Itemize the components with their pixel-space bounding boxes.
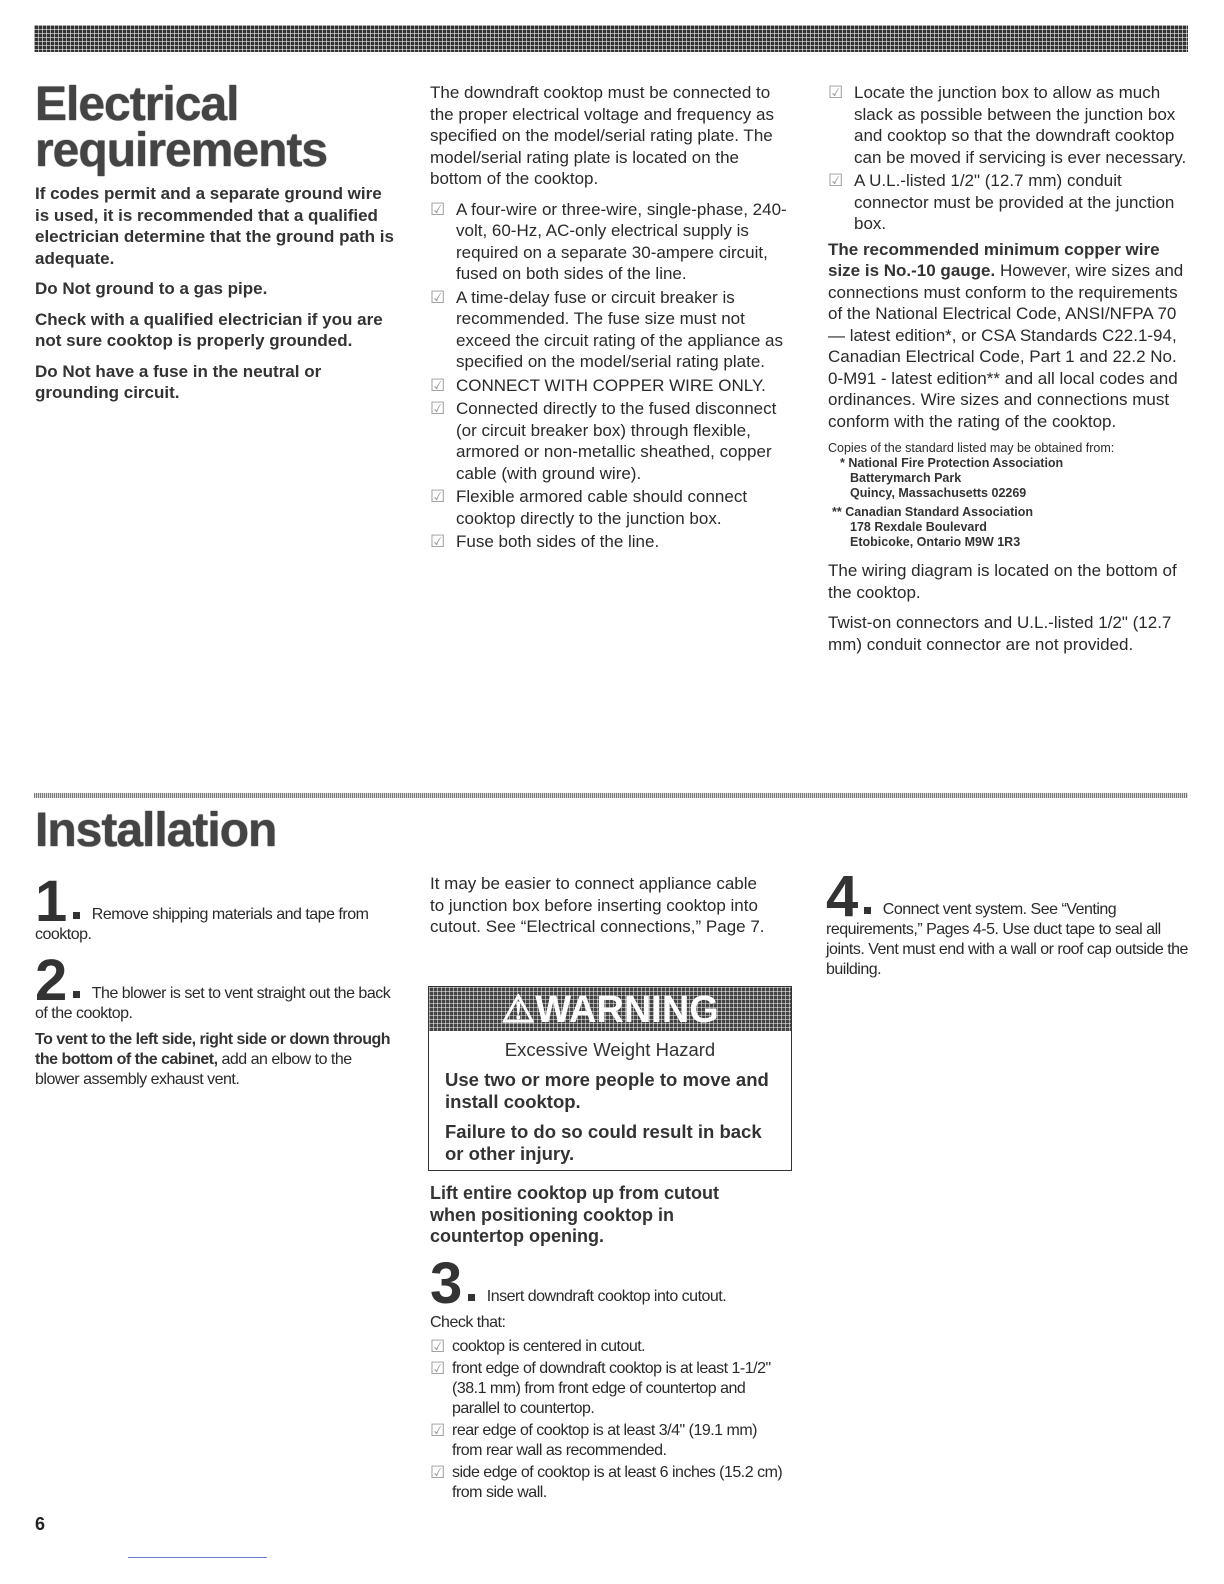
- address-line: Etobicoke, Ontario M9W 1R3: [850, 535, 1021, 549]
- address-line: Quincy, Massachusetts 02269: [850, 486, 1027, 500]
- paragraph: Check with a qualified electrician if you are not sure cooktop is properly grounded.: [35, 309, 383, 350]
- step-number: 3: [430, 1251, 462, 1316]
- checklist-item: [430, 1359, 790, 1419]
- wire-size-paragraph: [828, 239, 1190, 433]
- installation-left-column: [35, 869, 395, 1090]
- bullet-icon: [864, 907, 871, 914]
- item-text: rear edge of cooktop is at least 3/4" (19.1 mm) from rear wall as recommended.: [452, 1422, 758, 1459]
- paragraph: The wiring diagram is located on the bottom of the cooktop.: [828, 561, 1177, 602]
- checkbox-icon: ☑: [430, 532, 446, 551]
- warning-text: Failure to do so could result in back or other injury.: [445, 1121, 762, 1164]
- title-line: requirements: [35, 124, 328, 177]
- checkbox-icon: ☑: [828, 171, 844, 190]
- item-text: Locate the junction box to allow as much slack as possible between the junction box and cooktop so that the downdraft cooktop can be moved if servicing is ever necessary.: [854, 83, 1187, 167]
- item-text: cooktop is centered in cutout.: [452, 1338, 646, 1355]
- item-text: CONNECT WITH COPPER WIRE ONLY.: [456, 375, 766, 395]
- checklist-item: [430, 1421, 790, 1461]
- checklist-item: [828, 170, 1190, 235]
- step-3-heading: [430, 1251, 790, 1316]
- paragraph: Twist-on connectors and U.L.-listed 1/2" (12.7 mm) conduit connector are not provided.: [828, 613, 1172, 654]
- step-2: [35, 948, 395, 1024]
- item-text: side edge of cooktop is at least 6 inches (15.2 cm) from side wall.: [452, 1464, 783, 1501]
- bullet-icon: [73, 991, 80, 998]
- copies-note: Copies of the standard listed may be obtained from:: [828, 441, 1115, 455]
- address-line: 178 Rexdale Boulevard: [850, 520, 987, 534]
- section-divider: [34, 793, 1188, 798]
- checklist-item: [430, 398, 792, 484]
- checkbox-icon: ☑: [430, 1463, 445, 1482]
- checklist-item: [430, 531, 792, 553]
- lift-instruction: Lift entire cooktop up from cutout when positioning cooktop in countertop opening.: [430, 1183, 719, 1246]
- electrical-warnings: [35, 183, 400, 413]
- step-4: [826, 864, 1188, 980]
- warning-triangle-icon: ⚠: [501, 989, 536, 1031]
- standards-addresses: [828, 441, 1190, 550]
- checkbox-icon: ☑: [430, 1337, 445, 1356]
- checkbox-icon: ☑: [430, 287, 446, 307]
- step-number: 1: [35, 869, 67, 934]
- address-line: ** Canadian Standard Association: [832, 505, 1033, 519]
- checkbox-icon: ☑: [430, 199, 446, 219]
- step-number: 2: [35, 948, 67, 1013]
- item-text: front edge of downdraft cooktop is at least 1-1/2" (38.1 mm) from front edge of countertop and parallel to countertop.: [452, 1360, 771, 1417]
- electrical-right-column: [828, 82, 1190, 664]
- text: However, wire sizes and connections must conform to the requirements of the National Electrical Code, ANSI/NFPA 70 — latest edition*, or CSA Standards C22.1-94, Canadian Electrical Code, Part 1 and 22.2 No. 0-M91 - latest edition** and all local codes and ordinances. Wire sizes and connections must conform with the rating of the cooktop.: [828, 261, 1184, 431]
- address-line: Batterymarch Park: [850, 471, 962, 485]
- electrical-middle-column: [430, 82, 792, 555]
- step-text: Connect vent system. See “Venting requirements,” Pages 4-5. Use duct tape to seal all joints. Vent must end with a wall or roof cap outside the building.: [826, 901, 1188, 978]
- hazard-title: Excessive Weight Hazard: [504, 1039, 716, 1060]
- step-text: Insert downdraft cooktop into cutout.: [486, 1288, 727, 1305]
- item-text: Connected directly to the fused disconnect (or circuit breaker box) through flexible, armored or non-metallic sheathed, copper cable (with ground wire).: [456, 399, 777, 483]
- step-3: [430, 1251, 790, 1505]
- checklist-item: [430, 375, 792, 397]
- page-number: 6: [35, 1514, 46, 1534]
- checklist-item: [828, 82, 1190, 168]
- checkbox-icon: ☑: [430, 1421, 445, 1440]
- header-bar: [34, 25, 1188, 52]
- checkbox-icon: ☑: [430, 487, 446, 506]
- checklist-item: [430, 486, 792, 529]
- address-line: * National Fire Protection Association: [840, 456, 1064, 470]
- paragraph: If codes permit and a separate ground wire is used, it is recommended that a qualified electrician determine that the ground path is adequate.: [35, 184, 394, 268]
- electrical-title: [35, 78, 328, 177]
- item-text: A time-delay fuse or circuit breaker is recommended. The fuse size must not exceed the circuit rating of the appliance as specified on the model/serial rating plate.: [456, 287, 783, 371]
- checklist-item: [430, 1337, 790, 1357]
- text: add an elbow to the blower assembly exhaust vent.: [35, 1051, 352, 1088]
- bold-text: To vent to the left side, right side or down through the bottom of the cabinet,: [35, 1031, 391, 1068]
- bold-text: The recommended minimum copper wire size is No.-10 gauge.: [828, 239, 1160, 280]
- item-text: Fuse both sides of the line.: [456, 532, 660, 551]
- checklist-item: [430, 199, 792, 285]
- checkbox-icon: ☑: [430, 375, 446, 395]
- warning-text: Use two or more people to move and install cooktop.: [445, 1069, 769, 1112]
- step-number: 4: [826, 864, 858, 929]
- warning-label: WARNING: [535, 989, 719, 1031]
- checkbox-icon: ☑: [430, 399, 446, 418]
- item-text: Flexible armored cable should connect cooktop directly to the junction box.: [456, 487, 748, 528]
- step-1: [35, 869, 395, 945]
- installation-title: Installation: [35, 804, 277, 857]
- paragraph: Do Not have a fuse in the neutral or grounding circuit.: [35, 361, 322, 402]
- item-text: A U.L.-listed 1/2" (12.7 mm) conduit connector must be provided at the junction box.: [854, 171, 1175, 233]
- title-line: Electrical: [35, 78, 239, 131]
- bullet-icon: [73, 912, 80, 919]
- checklist-item: [430, 1463, 790, 1503]
- warning-header: [429, 987, 791, 1031]
- paragraph: The downdraft cooktop must be connected to the proper electrical voltage and frequency as specified on the model/serial rating plate. The model/serial rating plate is located on the bottom of the cooktop.: [430, 83, 774, 188]
- warning-box: [428, 986, 792, 1171]
- footer-line: [128, 1557, 267, 1558]
- checkbox-icon: ☑: [828, 83, 844, 102]
- paragraph: Do Not ground to a gas pipe.: [35, 279, 268, 298]
- checkbox-icon: ☑: [430, 1359, 445, 1378]
- text: Check that:: [430, 1314, 506, 1331]
- bullet-icon: [468, 1294, 475, 1301]
- installation-intro: It may be easier to connect appliance cable to junction box before inserting cooktop into cutout. See “Electrical connections,” Page 7.: [430, 874, 765, 936]
- item-text: A four-wire or three-wire, single-phase, 240-volt, 60-Hz, AC-only electrical supply is required on a separate 30-ampere circuit, fused on both sides of the line.: [456, 199, 787, 283]
- step-text: Remove shipping materials and tape from cooktop.: [35, 906, 369, 943]
- step-text: The blower is set to vent straight out the back of the cooktop.: [35, 985, 391, 1022]
- checklist-item: [430, 287, 792, 373]
